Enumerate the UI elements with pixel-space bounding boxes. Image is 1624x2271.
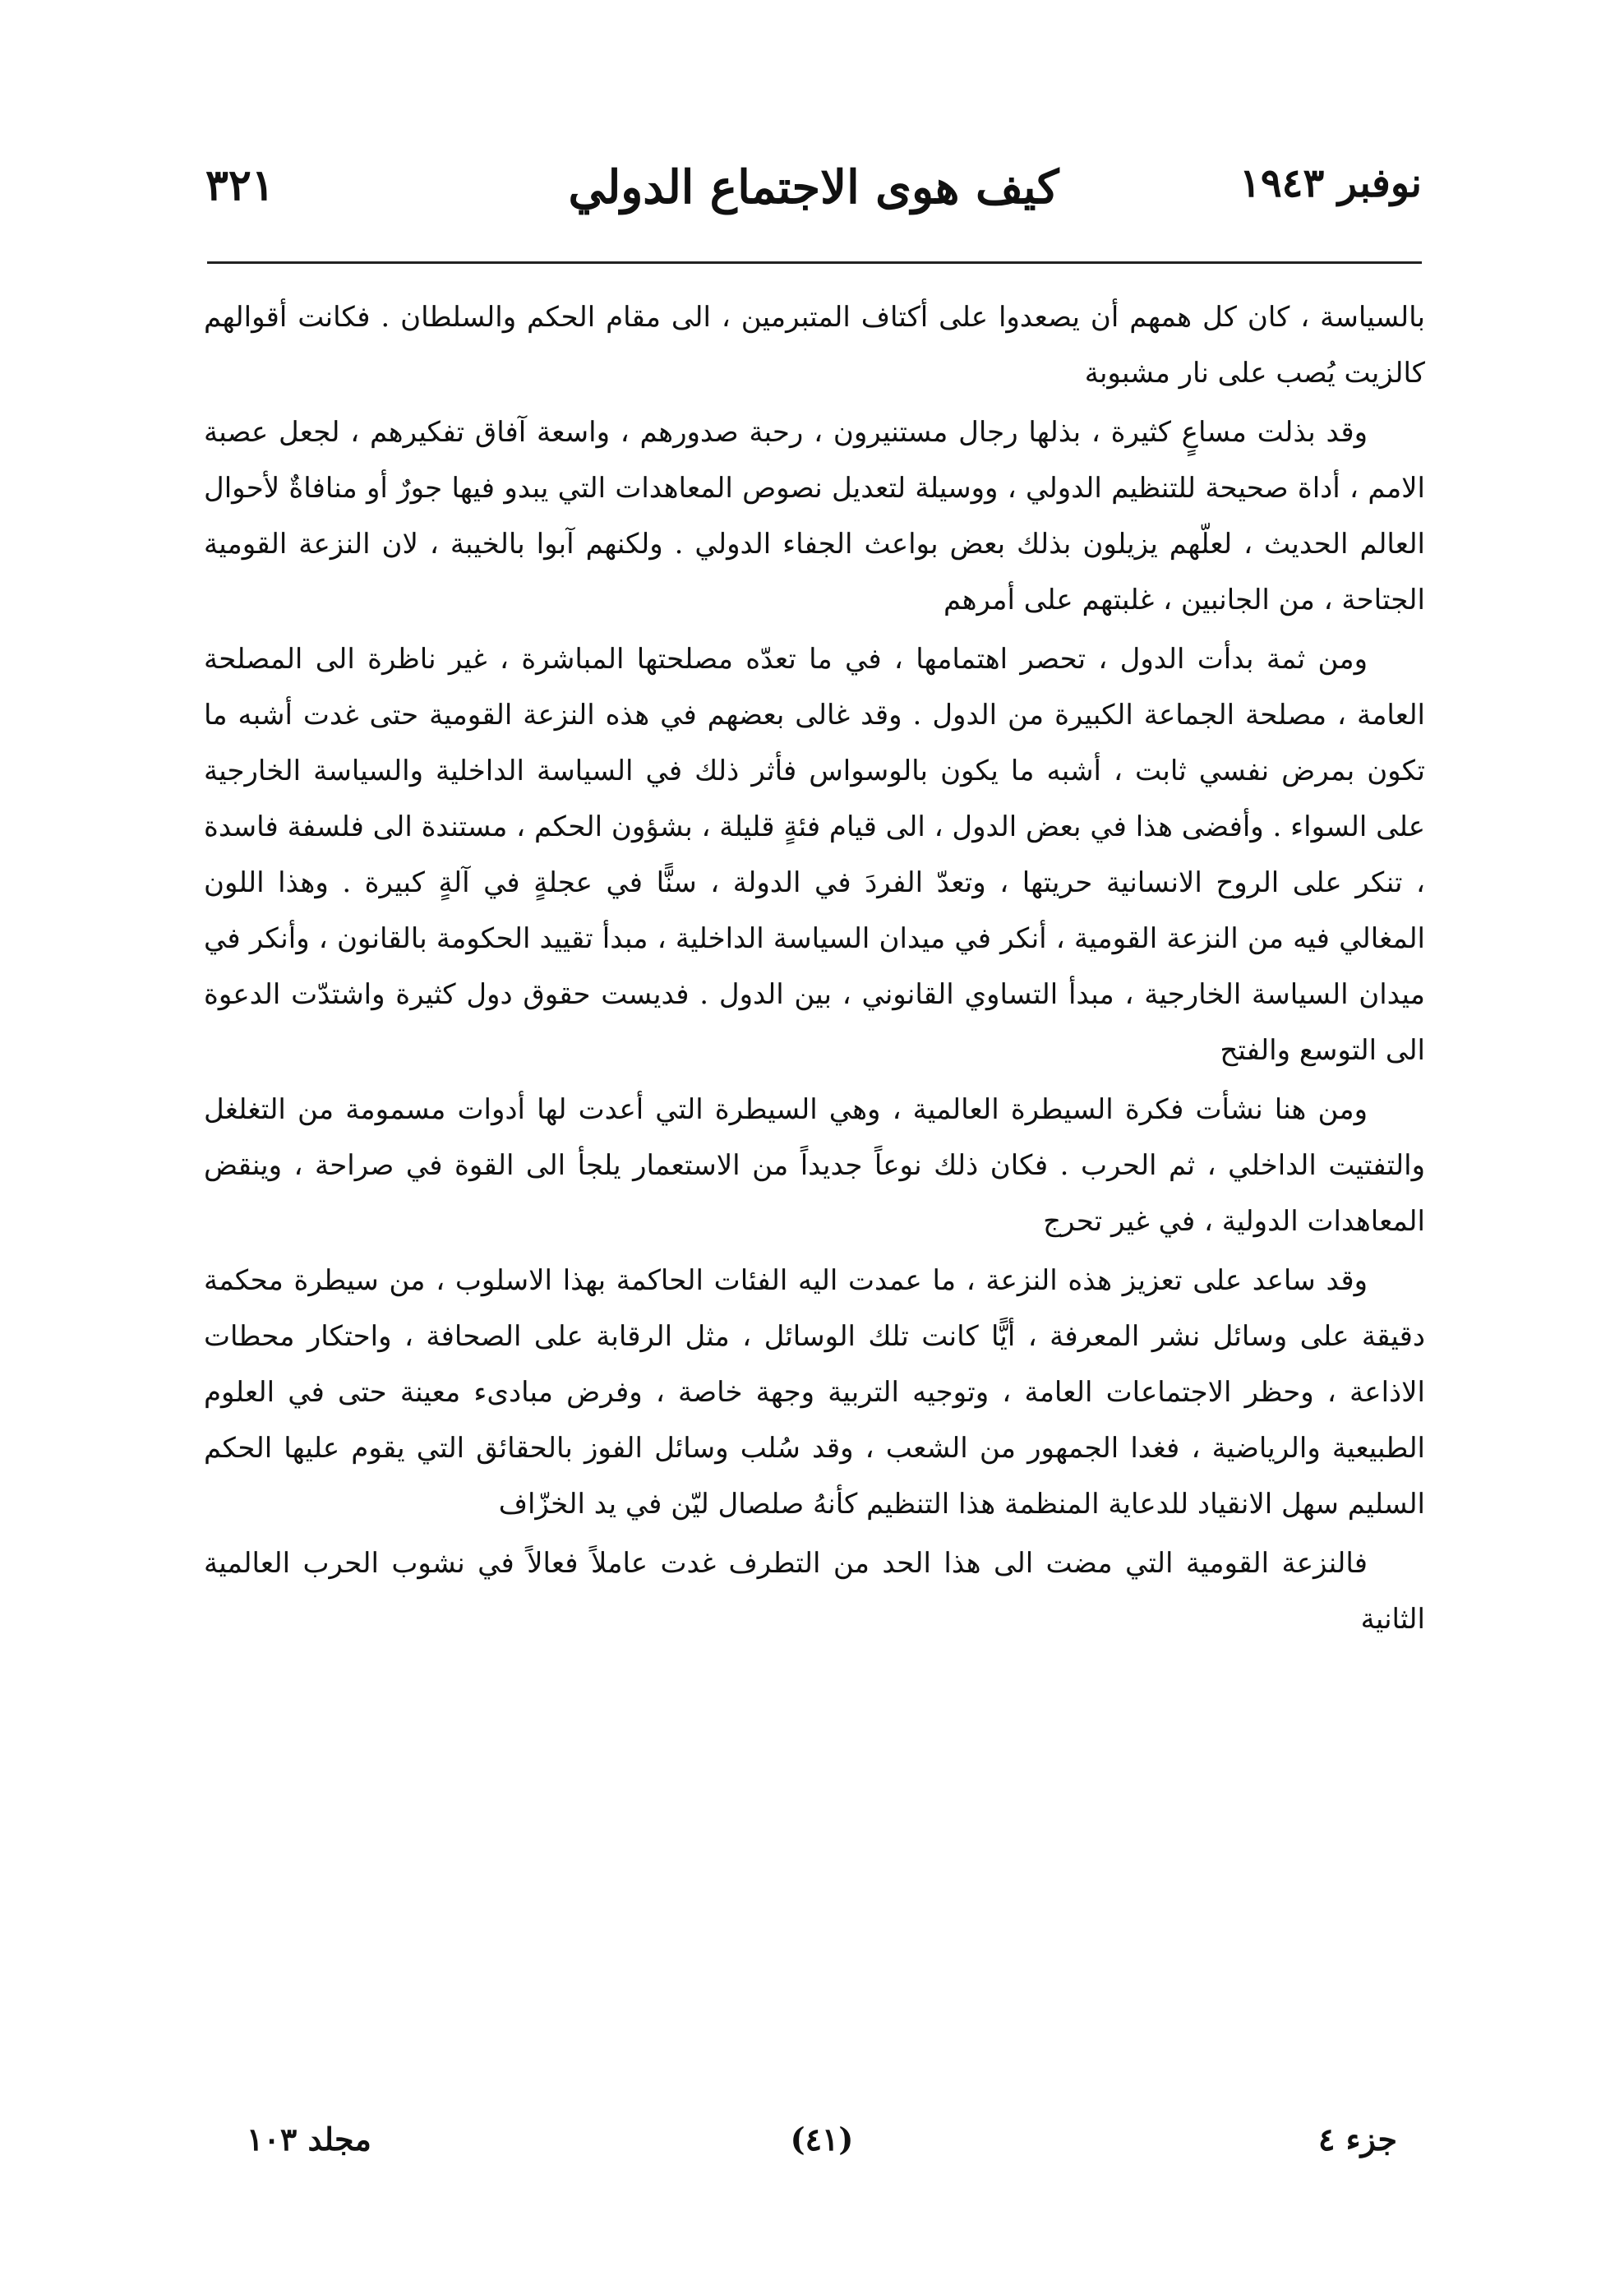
paragraph: ومن هنا نشأت فكرة السيطرة العالمية ، وهي السيطرة التي أعدت لها أدوات مسمومة من التغلغل والتفتيت الداخلي ، ثم الحرب . فكان ذلك نوعاً جديداً من الاستعمار يلجأ الى القوة في صراحة ، وينقض المعاهدات الدولية ، في غير تحرج <box>204 1093 1425 1238</box>
article-body <box>204 289 1425 1650</box>
footer-volume: مجلد ١٠٣ <box>247 2121 371 2158</box>
page-number: ٣٢١ <box>205 160 275 210</box>
header-divider <box>207 261 1422 264</box>
paragraph: وقد بذلت مساعٍ كثيرة ، بذلها رجال مستنيرون ، رحبة صدورهم ، واسعة آفاق تفكيرهم ، لجعل عصبة الامم ، أداة صحيحة للتنظيم الدولي ، ووسيلة لتعديل نصوص المعاهدات التي يبدو فيها جورٌ أو منافاةٌ لأحوال العالم الحديث ، لعلّهم يزيلون بذلك بعض بواعث الجفاء الدولي . ولكنهم آبوا بالخيبة ، لان النزعة القومية الجتاحة ، من الجانبين ، غلبتهم على أمرهم <box>204 416 1425 616</box>
page-header <box>205 160 1422 234</box>
paragraph: فالنزعة القومية التي مضت الى هذا الحد من التطرف غدت عاملاً فعالاً في نشوب الحرب العالمية الثانية <box>204 1547 1425 1636</box>
footer-part: جزء ٤ <box>1318 2121 1397 2158</box>
paragraph: وقد ساعد على تعزيز هذه النزعة ، ما عمدت اليه الفئات الحاكمة بهذا الاسلوب ، من سيطرة محكمة دقيقة على وسائل نشر المعرفة ، أيًّا كانت تلك الوسائل ، مثل الرقابة على الصحافة ، واحتكار محطات الاذاعة ، وحظر الاجتماعات العامة ، وتوجيه التربية وجهة خاصة ، وفرض مبادىء معينة حتى في العلوم الطبيعية والرياضية ، فغدا الجمهور من الشعب ، وقد سُلب وسائل الفوز بالحقائق التي يقوم عليها الحكم السليم سهل الانقياد للدعاية المنظمة هذا التنظيم كأنهُ صلصال ليّن في يد الخزّاف <box>204 1264 1425 1521</box>
paragraph: بالسياسة ، كان كل همهم أن يصعدوا على أكتاف المتبرمين ، الى مقام الحكم والسلطان . فكانت أقوالهم كالزيت يُصب على نار مشبوبة <box>204 301 1425 390</box>
footer-sheet-number: (٤١) <box>790 2121 854 2158</box>
header-title: كيف هوى الاجتماع الدولي <box>568 160 1059 215</box>
paragraph: ومن ثمة بدأت الدول ، تحصر اهتمامها ، في ما تعدّه مصلحتها المباشرة ، غير ناظرة الى المصلحة العامة ، مصلحة الجماعة الكبيرة من الدول . وقد غالى بعضهم في هذه النزعة القومية حتى غدت أشبه ما تكون بمرض نفسي ثابت ، أشبه ما يكون بالوسواس فأثر ذلك في السياسة الداخلية والسياسة الخارجية على السواء . وأفضى هذا في بعض الدول ، الى قيام فئةٍ قليلة ، بشؤون الحكم ، مستندة الى فلسفة فاسدة ، تنكر على الروح الانسانية حريتها ، وتعدّ الفردَ في الدولة ، سنًّا في عجلةٍ في آلةٍ كبيرة . وهذا اللون المغالي فيه من النزعة القومية ، أنكر في ميدان السياسة الداخلية ، مبدأ تقييد الحكومة بالقانون ، وأنكر في ميدان السياسة الخارجية ، مبدأ التساوي القانوني ، بين الدول . فديست حقوق دول كثيرة واشتدّت الدعوة الى التوسع والفتح <box>204 643 1425 1067</box>
header-date: نوفبر ١٩٤٣ <box>1239 160 1422 206</box>
page-footer <box>247 2121 1397 2170</box>
